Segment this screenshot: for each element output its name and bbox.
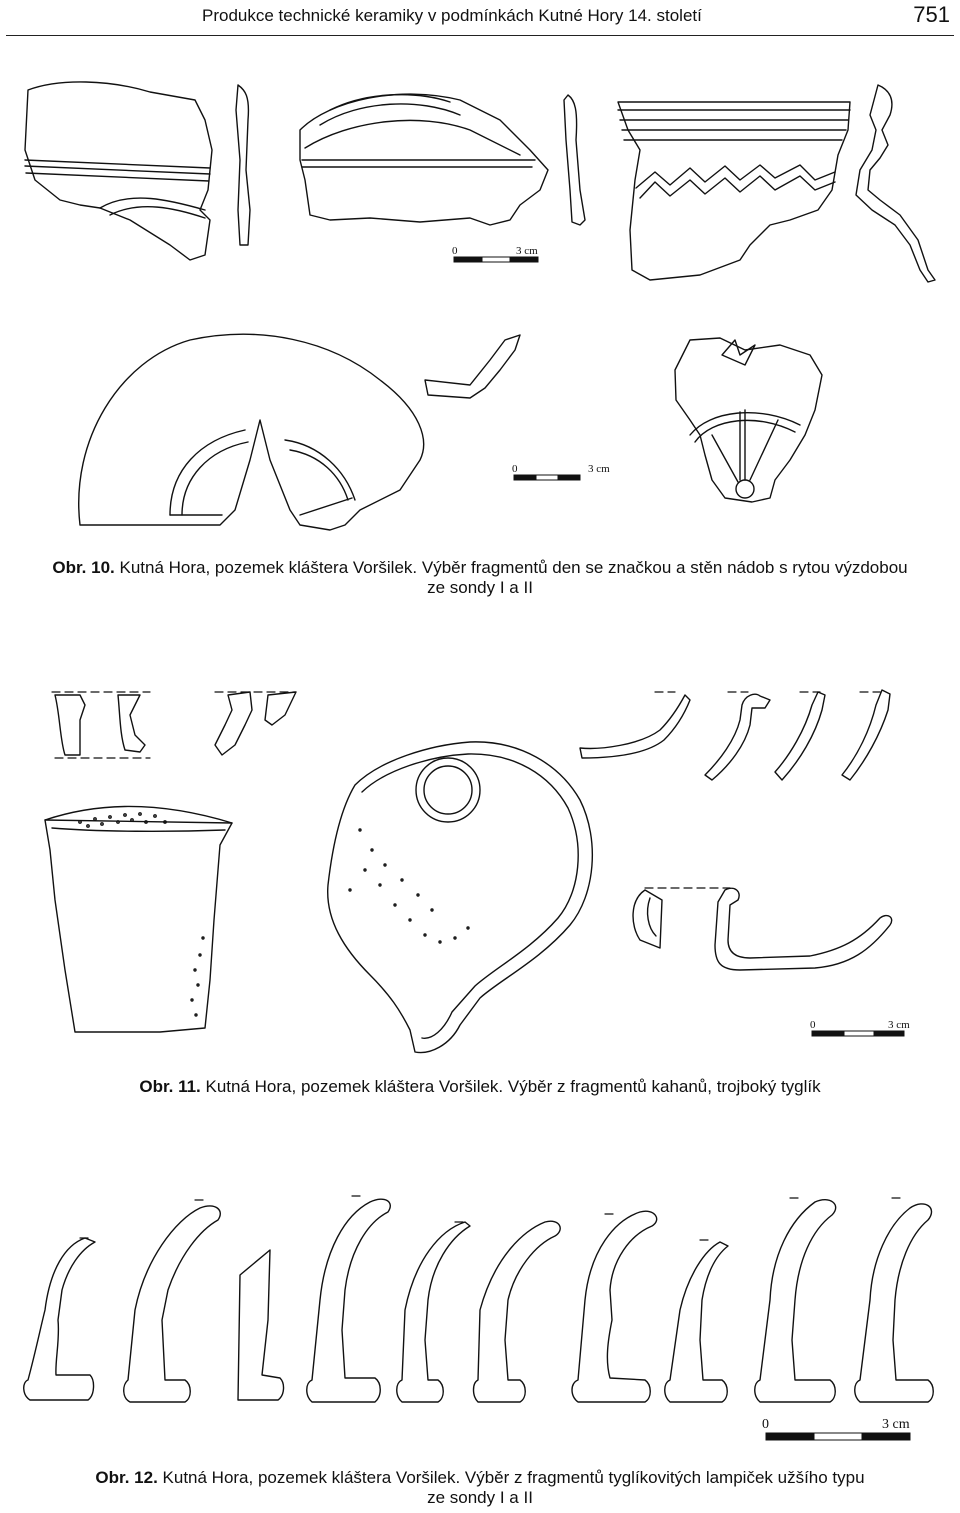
fig10-profile-2 <box>564 95 585 225</box>
scale-zero: 0 <box>762 1417 769 1432</box>
figure-12-caption-line2: ze sondy I a II <box>427 1488 533 1507</box>
scale-end: 3 cm <box>888 1019 910 1031</box>
figure-10-label: Obr. 10. <box>52 558 115 577</box>
fig11-lamp-profile <box>633 888 892 970</box>
running-title: Produkce technické keramiky v podmínkách Kutné Hory 14. století <box>202 6 702 25</box>
fig11-triangular-crucible <box>45 806 232 1032</box>
scale-end: 3 cm <box>516 245 538 257</box>
fig10-profile-1 <box>236 85 250 245</box>
scale-zero: 0 <box>512 463 518 475</box>
fig10-profile-4 <box>425 335 520 398</box>
fig11-scale-bar <box>810 1019 910 1036</box>
scale-end: 3 cm <box>588 463 610 475</box>
figure-12-label: Obr. 12. <box>95 1468 158 1487</box>
figure-10-drawings <box>0 40 960 580</box>
figure-12-drawings <box>0 1190 960 1450</box>
fig10-scale-bar-1 <box>452 245 538 262</box>
figure-11-caption <box>0 1077 960 1097</box>
fig10-scale-bar-2 <box>512 463 610 480</box>
fig10-base-stamp <box>79 334 424 530</box>
figure-11-drawings <box>0 680 960 1060</box>
figure-10-caption-line1: Kutná Hora, pozemek kláštera Voršilek. Výběr fragmentů den se značkou a stěn nádob s rytou výzdobou <box>114 558 908 577</box>
scale-zero: 0 <box>452 245 458 257</box>
scale-end: 3 cm <box>882 1417 910 1432</box>
figure-10-caption <box>0 558 960 598</box>
figure-10-caption-line2: ze sondy I a II <box>427 578 533 597</box>
fig12-lamp-profiles <box>24 1196 934 1402</box>
page-header <box>0 0 960 36</box>
fig10-profile-3 <box>856 85 935 282</box>
fig11-rim-fragments <box>52 692 296 758</box>
fig11-oil-lamp <box>328 742 593 1053</box>
fig10-sherd-grooved <box>25 82 212 260</box>
figure-11-caption-line1: Kutná Hora, pozemek kláštera Voršilek. Výběr z fragmentů kahanů, trojboký tyglík <box>200 1077 821 1096</box>
fig10-sherd-incised <box>300 94 548 225</box>
figure-12-caption <box>0 1468 960 1508</box>
figure-11-label: Obr. 11. <box>139 1077 201 1096</box>
scale-zero: 0 <box>810 1019 816 1031</box>
page-number: 751 <box>913 2 950 27</box>
fig11-crucible-stipple <box>79 813 204 1016</box>
fig11-lamp-stipple <box>349 829 469 943</box>
fig11-rim-profiles <box>580 690 890 780</box>
fig10-sherd-zigzag <box>618 102 850 280</box>
fig10-sherd-wheel-stamp <box>675 338 822 502</box>
fig12-scale-bar <box>762 1417 910 1440</box>
header-rule <box>6 35 954 36</box>
figure-12-caption-line1: Kutná Hora, pozemek kláštera Voršilek. Výběr z fragmentů tyglíkovitých lampiček užšího typu <box>157 1468 865 1487</box>
